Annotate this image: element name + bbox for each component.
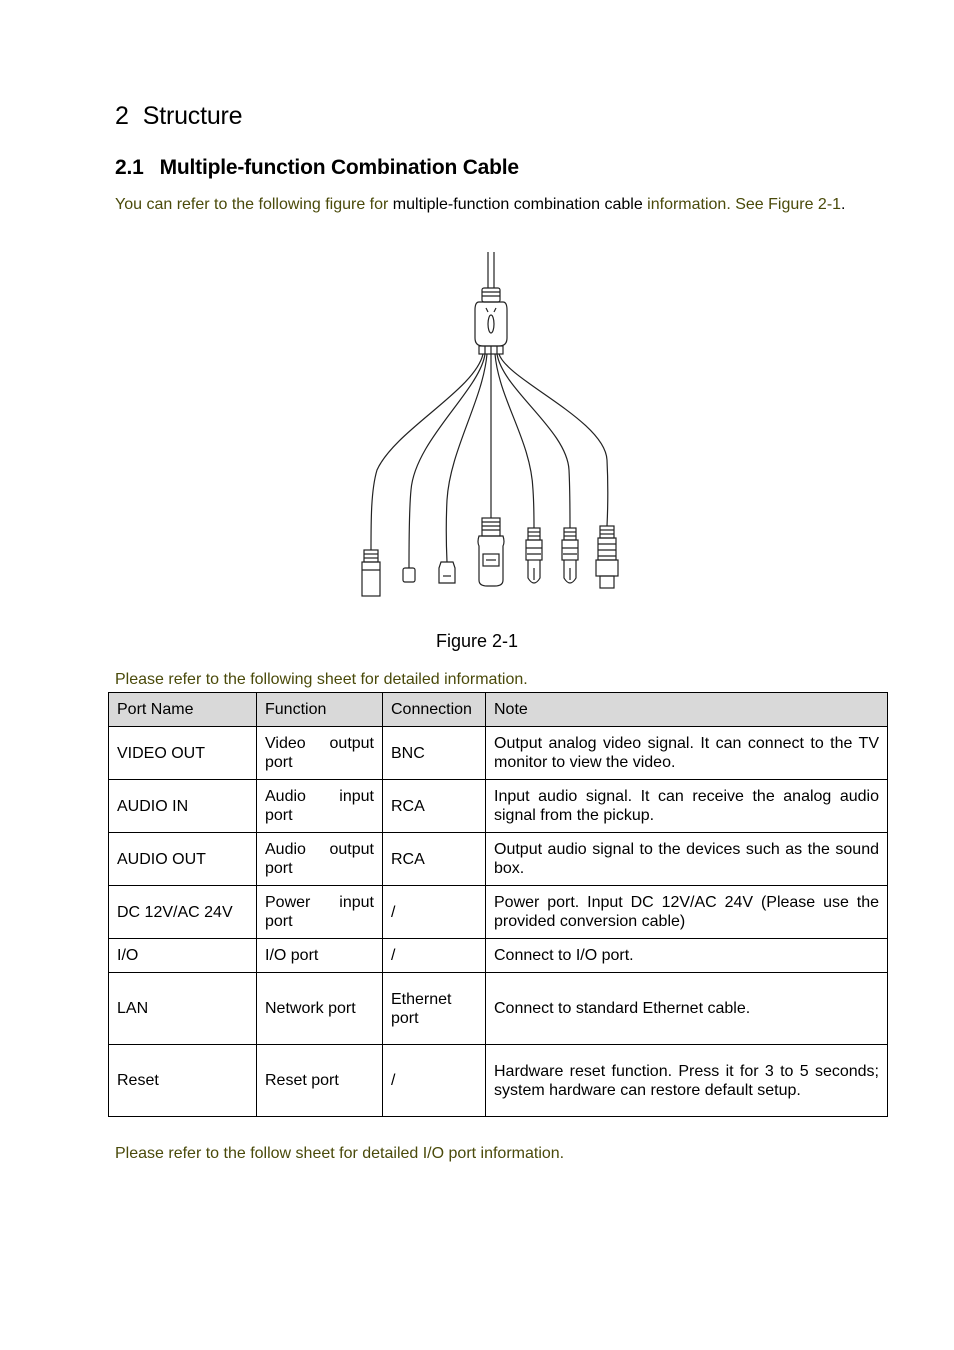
lan-connector (478, 518, 504, 586)
function-cell: Reset port (257, 1045, 383, 1117)
table-intro: Please refer to the following sheet for detailed information. (115, 671, 528, 688)
power-connector (596, 526, 618, 588)
io-connector (439, 562, 455, 583)
connection-cell: / (383, 939, 486, 973)
note-cell: Input audio signal. It can receive the analog audio signal from the pickup. (486, 780, 888, 833)
video-out-connector (362, 550, 380, 596)
port-cell: LAN (109, 973, 257, 1045)
subsection-heading (115, 156, 519, 180)
port-cell: Reset (109, 1045, 257, 1117)
table-row (109, 727, 888, 780)
subsection-number: 2.1 (115, 156, 144, 179)
port-cell: DC 12V/AC 24V (109, 886, 257, 939)
connection-cell: / (383, 1045, 486, 1117)
section-number: 2 (115, 102, 129, 130)
header-connection: Connection (383, 693, 486, 727)
connection-cell: RCA (383, 833, 486, 886)
header-function: Function (257, 693, 383, 727)
table-header-row (109, 693, 888, 727)
note-cell: Hardware reset function. Press it for 3 to 5 seconds; system hardware can restore default setup. (486, 1045, 888, 1117)
note-cell: Output analog video signal. It can connect to the TV monitor to view the video. (486, 727, 888, 780)
reset-connector (403, 568, 415, 582)
header-port-name: Port Name (109, 693, 257, 727)
table-row (109, 886, 888, 939)
table-row (109, 780, 888, 833)
intro-text-4: . (841, 196, 846, 213)
subsection-title: Multiple-function Combination Cable (159, 156, 519, 179)
intro-paragraph (115, 192, 855, 217)
function-cell: I/O port (257, 939, 383, 973)
note-cell: Output audio signal to the devices such as the sound box. (486, 833, 888, 886)
function-cell: Power input port (257, 886, 383, 939)
footer-paragraph: Please refer to the follow sheet for detailed I/O port information. (115, 1145, 565, 1162)
port-cell: I/O (109, 939, 257, 973)
connection-cell: Ethernet port (383, 973, 486, 1045)
table-row (109, 939, 888, 973)
figure-caption: Figure 2-1 (435, 631, 519, 651)
header-note: Note (486, 693, 888, 727)
note-cell: Connect to standard Ethernet cable. (486, 973, 888, 1045)
function-cell: Video output port (257, 727, 383, 780)
intro-text-1: You can refer to the following figure for (115, 196, 393, 213)
note-cell: Connect to I/O port. (486, 939, 888, 973)
table-row (109, 833, 888, 886)
audio-in-connector (526, 528, 542, 583)
intro-text-2: multiple-function combination cable (392, 196, 643, 213)
section-title: Structure (142, 102, 243, 130)
table-row (109, 973, 888, 1045)
connection-cell: BNC (383, 727, 486, 780)
connection-cell: RCA (383, 780, 486, 833)
port-cell: AUDIO IN (109, 780, 257, 833)
function-cell: Audio output port (257, 833, 383, 886)
port-table (108, 692, 888, 1117)
audio-out-connector (562, 528, 578, 583)
function-cell: Audio input port (257, 780, 383, 833)
port-cell: AUDIO OUT (109, 833, 257, 886)
function-cell: Network port (257, 973, 383, 1045)
table-row (109, 1045, 888, 1117)
port-cell: VIDEO OUT (109, 727, 257, 780)
connector-hub (475, 288, 507, 354)
intro-text-3: information. See Figure 2-1 (642, 196, 842, 213)
connection-cell: / (383, 886, 486, 939)
combination-cable-figure (355, 250, 625, 605)
section-heading (115, 102, 242, 131)
note-cell: Power port. Input DC 12V/AC 24V (Please use the provided conversion cable) (486, 886, 888, 939)
